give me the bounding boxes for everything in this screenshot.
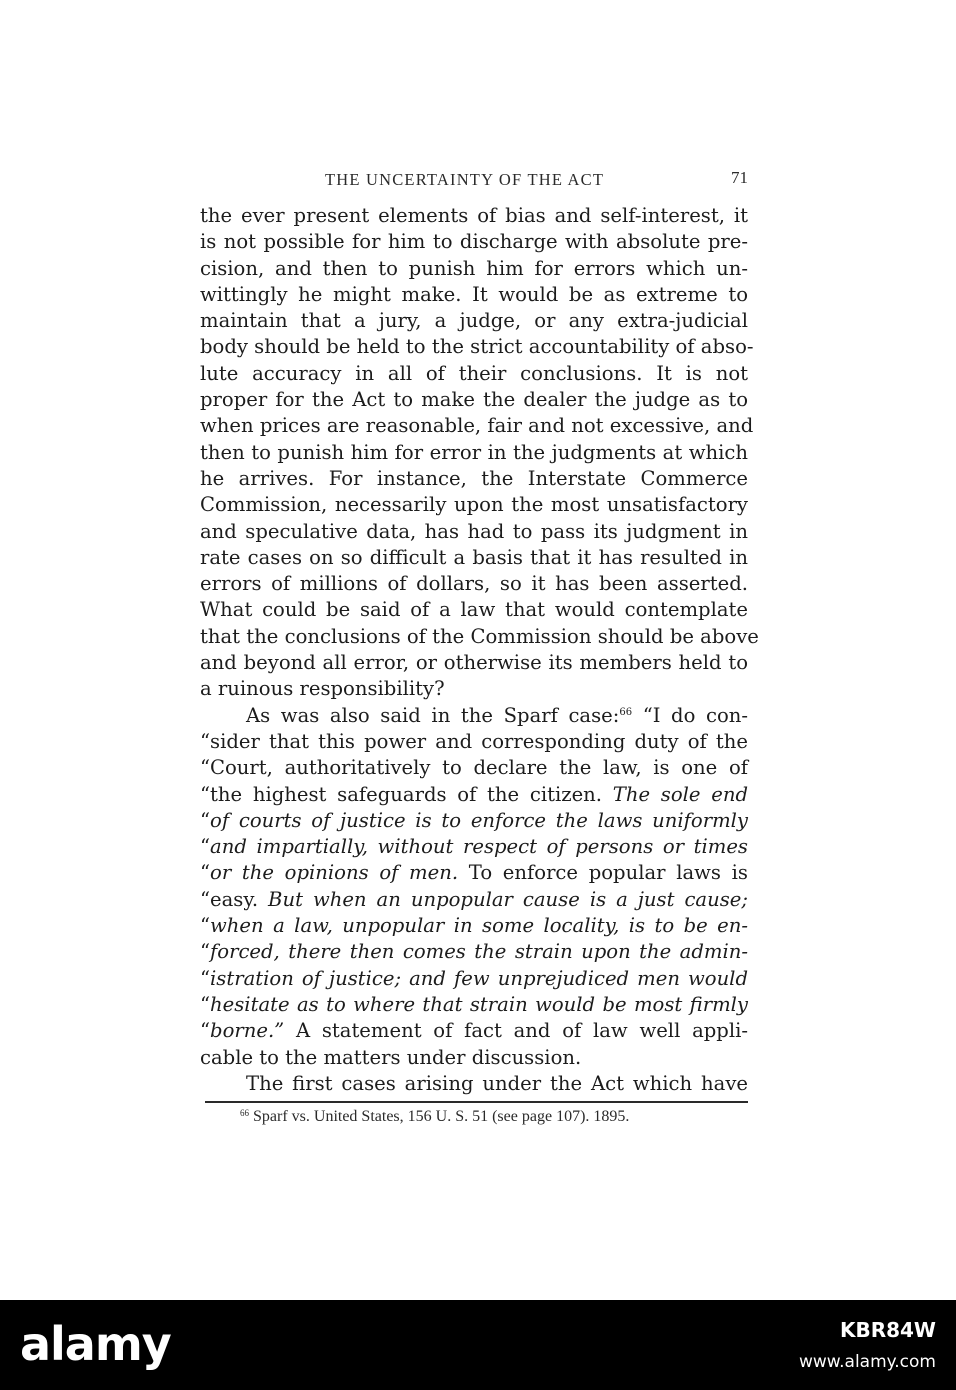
quote-line: “the highest safeguards of the citizen. The sole end bbox=[200, 782, 748, 806]
text-line: What could be said of a law that would contemplate bbox=[200, 598, 748, 622]
text-line: maintain that a jury, a judge, or any extra-judicial bbox=[200, 309, 748, 333]
text-line: rate cases on so difficult a basis that it has resulted in bbox=[200, 545, 748, 569]
quote-line: cable to the matters under discussion. bbox=[200, 1045, 582, 1069]
quote-line: “when a law, unpopular in some locality, is to be en- bbox=[200, 914, 748, 938]
quote-line: “Court, authoritatively to declare the law, is one of bbox=[200, 756, 748, 780]
quote-line: “forced, there then comes the strain upon the admin- bbox=[200, 940, 748, 964]
quote-line: “sider that this power and corresponding duty of the bbox=[200, 729, 748, 753]
text-line: wittingly he might make. It would be as extreme to bbox=[200, 282, 748, 306]
quote-line: “hesitate as to where that strain would be most firmly bbox=[200, 992, 748, 1016]
footnote-reference: 66 bbox=[619, 706, 633, 718]
text-line: then to punish him for error in the judgments at which bbox=[200, 440, 748, 464]
running-title: THE UNCERTAINTY OF THE ACT bbox=[325, 170, 605, 189]
quote-line: “of courts of justice is to enforce the laws uniformly bbox=[200, 808, 748, 832]
quote-line: “or the opinions of men. To enforce popular laws is bbox=[200, 861, 748, 885]
site-url: www.alamy.com bbox=[798, 1352, 936, 1372]
text-line: and speculative data, has had to pass its judgment in bbox=[200, 519, 748, 543]
quote-line: “istration of justice; and few unprejudiced men would bbox=[200, 966, 748, 990]
text-line: errors of millions of dollars, so it has been asserted. bbox=[200, 572, 748, 596]
page-number: 71 bbox=[731, 168, 748, 187]
final-line: The first cases arising under the Act which have bbox=[246, 1071, 748, 1095]
stock-banner bbox=[0, 1300, 956, 1390]
body-text bbox=[200, 203, 759, 1097]
quote-line: “and impartially, without respect of persons or times bbox=[200, 835, 748, 859]
text-line: a ruinous responsibility? bbox=[200, 677, 445, 701]
text-line: he arrives. For instance, the Interstate Commerce bbox=[200, 466, 748, 490]
text-line: that the conclusions of the Commission should be above bbox=[200, 624, 759, 648]
text-line: and beyond all error, or otherwise its members held to bbox=[200, 651, 748, 675]
text-line: lute accuracy in all of their conclusions. It is not bbox=[200, 361, 748, 385]
text-line: the ever present elements of bias and self-interest, it bbox=[200, 204, 748, 227]
text-line: proper for the Act to make the dealer the judge as to bbox=[200, 388, 748, 412]
footnote-text: Sparf vs. United States, 156 U. S. 51 (see page 107). 1895. bbox=[249, 1108, 630, 1125]
text-line: Commission, necessarily upon the most unsatisfactory bbox=[200, 493, 748, 517]
footnote-marker: 66 bbox=[240, 1108, 249, 1118]
quote-line: “borne.” A statement of fact and of law well appli- bbox=[200, 1019, 748, 1043]
text-line: body should be held to the strict accountability of abso- bbox=[200, 335, 754, 359]
running-head bbox=[200, 170, 760, 192]
text-line: when prices are reasonable, fair and not excessive, and bbox=[200, 414, 754, 438]
quote-line: As was also said in the Sparf case:$^{66}$ “I do con- bbox=[246, 703, 748, 727]
alamy-logo: alamy bbox=[20, 1317, 171, 1371]
footnote bbox=[240, 1106, 629, 1128]
image-id: KBR84W bbox=[839, 1318, 936, 1342]
footnote-rule bbox=[205, 1101, 748, 1103]
text-line: cision, and then to punish him for errors which un- bbox=[200, 256, 748, 280]
quote-line: “easy. But when an unpopular cause is a just cause; bbox=[200, 887, 748, 911]
text-line: is not possible for him to discharge with absolute pre- bbox=[200, 230, 748, 254]
